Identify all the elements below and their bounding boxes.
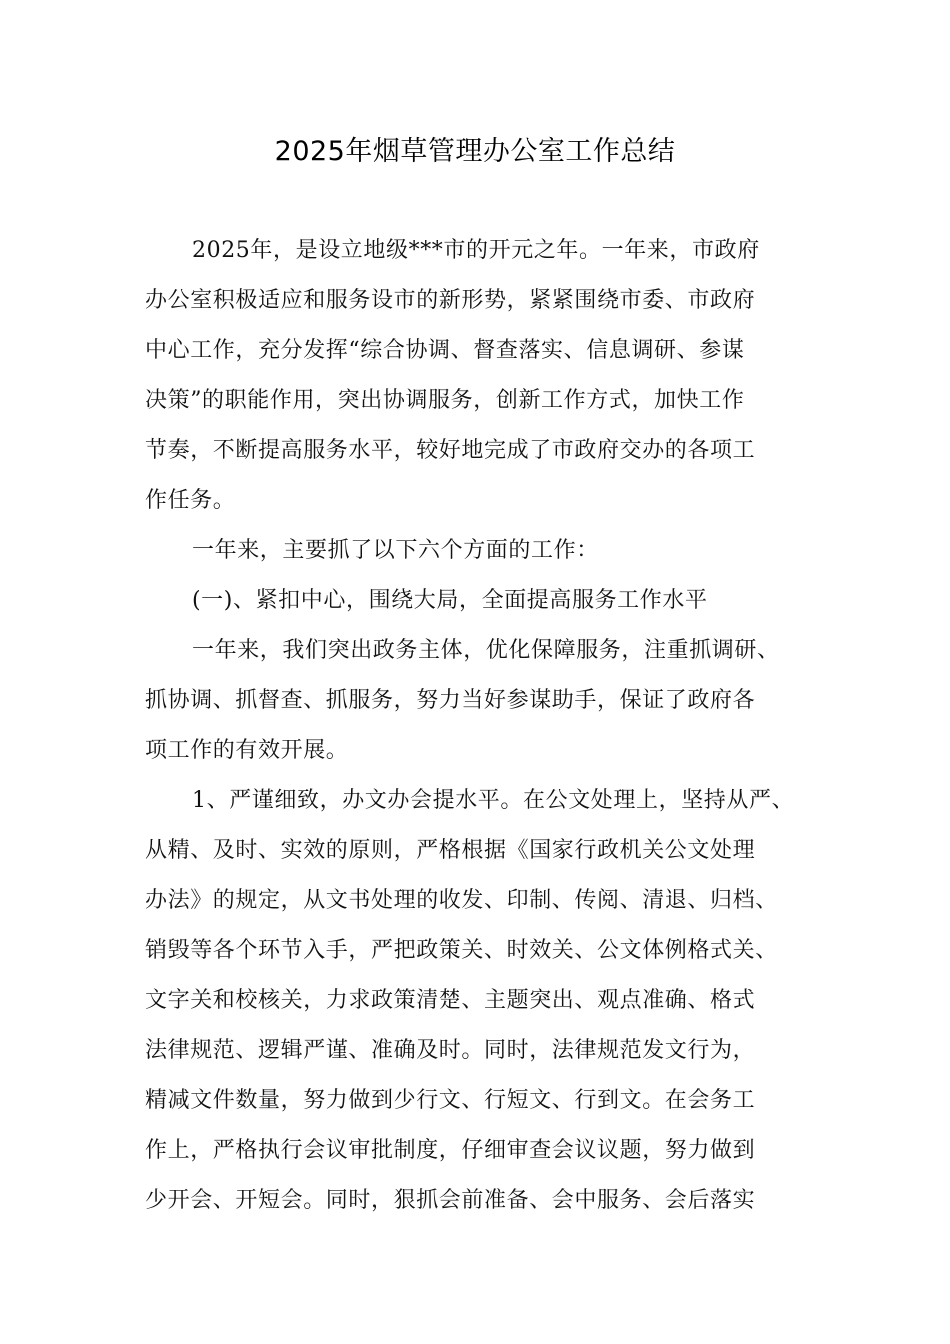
paragraph-1-line-6: 作任务。	[145, 488, 236, 513]
paragraph-4-line-7: 精减文件数量，努力做到少行文、行短文、行到文。在会务工	[145, 1088, 756, 1113]
paragraph-4-line-6: 法律规范、逻辑严谨、准确及时。同时，法律规范发文行为，	[145, 1038, 756, 1063]
document-body	[145, 226, 825, 1226]
paragraph-1-line-5: 节奏，不断提高服务水平，较好地完成了市政府交办的各项工	[145, 438, 756, 463]
paragraph-3-line-1: 一年来，我们突出政务主体，优化保障服务，注重抓调研、	[192, 638, 780, 663]
paragraph-1-line-1: 2025年，是设立地级***市的开元之年。一年来，市政府	[192, 238, 760, 263]
paragraph-3-line-2: 抓协调、抓督查、抓服务，努力当好参谋助手，保证了政府各	[145, 688, 756, 713]
section-heading-1: (一)、紧扣中心，围绕大局，全面提高服务工作水平	[192, 588, 708, 613]
paragraph-1-line-3: 中心工作，充分发挥“综合协调、督查落实、信息调研、参谋	[145, 338, 745, 363]
paragraph-4-line-3: 办法》的规定，从文书处理的收发、印制、传阅、清退、归档、	[145, 888, 778, 913]
paragraph-1-line-2: 办公室积极适应和服务设市的新形势，紧紧围绕市委、市政府	[145, 288, 756, 313]
paragraph-3-line-3: 项工作的有效开展。	[145, 738, 349, 763]
document-title: 2025年烟草管理办公室工作总结	[274, 136, 676, 167]
paragraph-4-line-4: 销毁等各个环节入手，严把政策关、时效关、公文体例格式关、	[145, 938, 778, 963]
paragraph-4-line-1: 1、严谨细致，办文办会提水平。在公文处理上，坚持从严、	[192, 788, 795, 813]
paragraph-4-line-8: 作上，严格执行会议审批制度，仔细审查会议议题，努力做到	[145, 1138, 756, 1163]
paragraph-4-line-5: 文字关和校核关，力求政策清楚、主题突出、观点准确、格式	[145, 988, 756, 1013]
paragraph-4-line-9: 少开会、开短会。同时，狠抓会前准备、会中服务、会后落实	[145, 1188, 756, 1213]
paragraph-1-line-4: 决策”的职能作用，突出协调服务，创新工作方式，加快工作	[145, 388, 745, 413]
paragraph-2-line-1: 一年来，主要抓了以下六个方面的工作：	[192, 538, 599, 563]
paragraph-4-line-2: 从精、及时、实效的原则，严格根据《国家行政机关公文处理	[145, 838, 756, 863]
